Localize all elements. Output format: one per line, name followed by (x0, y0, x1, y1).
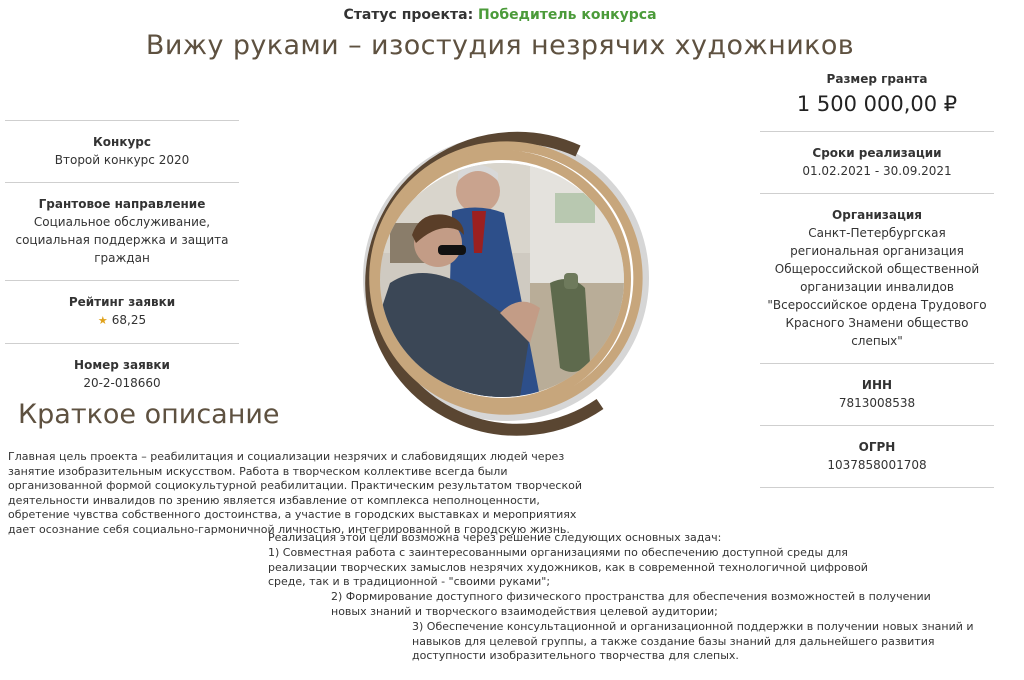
status-label: Статус проекта: (343, 7, 474, 23)
description-paragraph-1: Главная цель проекта – реабилитация и социализации незрячих и слабовидящих людей через занятие изобразительным искусством. Работа в творческом коллективе всегда были организованной формой социокультурной реабилитации. Практическим результатом творческой деятельности инвалидов по зрению является избавление от комплекса неполноценности, обретение чувства собственного достоинства, а участие в городских выставках и мероприятиях дает осознание себя социально-гармоничной личностью, интегрированной в городскую жизнь. (8, 450, 582, 536)
organization-label: Организация (832, 208, 922, 222)
inn-value: 7813008538 (838, 396, 916, 410)
grant-amount: 1 500 000,00 ₽ (796, 92, 958, 116)
terms-value: 01.02.2021 - 30.09.2021 (802, 164, 952, 178)
description-title: Краткое описание (18, 399, 280, 430)
photo-artwork (380, 163, 624, 397)
inn-label: ИНН (861, 378, 893, 392)
contest-label: Конкурс (92, 135, 151, 149)
direction-label: Грантовое направление (38, 197, 206, 211)
description-task-1: 1) Совместная работа с заинтересованными организациями по обеспечению доступной среды для реализации творческих замыслов незрячих художников, как в современной технологичной цифровой среде, так и в традиционной - "своими руками"; (268, 546, 868, 588)
organization-value: Санкт-Петербургская региональная организация Общероссийской общественной организации инвалидов "Всероссийское ордена Трудового Красного Знамени общество слепых" (767, 226, 987, 348)
application-number-label: Номер заявки (74, 358, 170, 372)
description-task-2: 2) Формирование доступного физического пространства для обеспечения возможностей в получении новых знаний и творческого взаимодействия целевой аудитории; (331, 590, 931, 618)
project-photo (380, 163, 624, 397)
ogrn-label: ОГРН (858, 440, 896, 454)
star-icon: ★ (97, 314, 108, 327)
direction-value: Социальное обслуживание, социальная поддержка и защита граждан (15, 215, 229, 265)
status-value: Победитель конкурса (478, 7, 657, 23)
contest-value: Второй конкурс 2020 (54, 153, 190, 167)
terms-label: Сроки реализации (812, 146, 942, 160)
page-title: Вижу руками – изостудия незрячих художников (145, 30, 855, 61)
description-task-3: 3) Обеспечение консультационной и организационной поддержки в получении новых знаний и навыков для целевой группы, а также создание базы знаний для дальнейшего развития доступности изобразительного творчества для слепых. (412, 620, 974, 662)
rating-label: Рейтинг заявки (68, 295, 176, 309)
grant-label: Размер гранта (826, 72, 928, 86)
rating-value: 68,25 (111, 313, 147, 327)
application-number-value: 20-2-018660 (83, 376, 161, 390)
ogrn-value: 1037858001708 (827, 458, 927, 472)
description-paragraph-2: Реализация этой цели возможна через решение следующих основных задач: (268, 531, 722, 544)
